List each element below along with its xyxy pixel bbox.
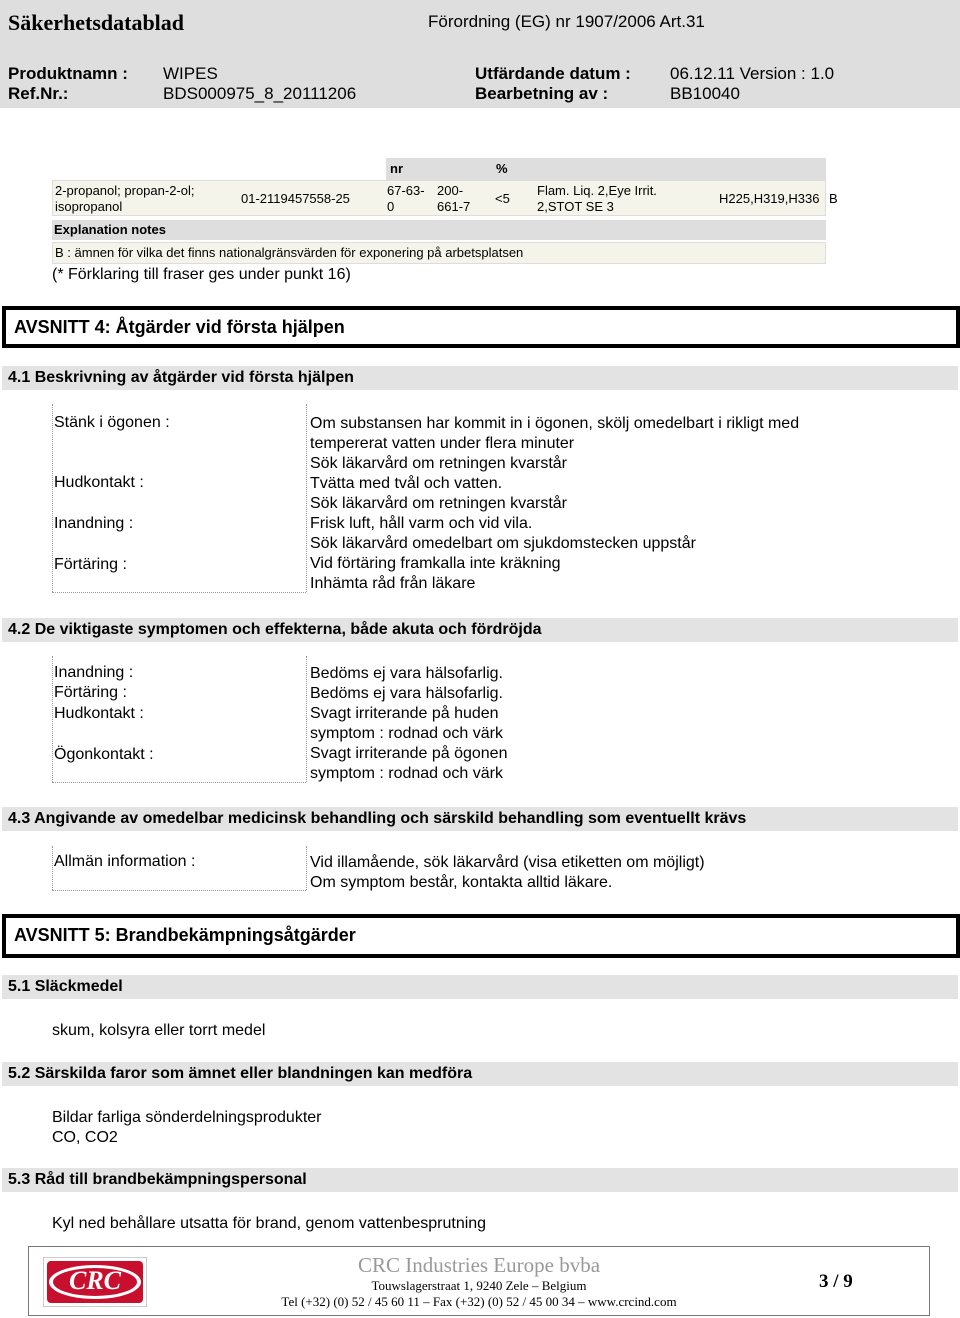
text-line: Om substansen har kommit in i ögonen, skölj omedelbart i rikligt med (310, 415, 800, 432)
text-line: Vid illamående, sök läkarvård (visa etiketten om möjligt) (310, 854, 705, 871)
text-line: Frisk luft, håll varm och vid vila. (310, 515, 533, 532)
text-line: Sök läkarvård om retningen kvarstår (310, 455, 567, 472)
page-number: 3 / 9 (819, 1271, 853, 1292)
text-line: Svagt irriterande på huden (310, 705, 499, 722)
label-column-border (52, 404, 53, 592)
percentage-value: <5 (495, 191, 510, 206)
registration-number: 01-2119457558-25 (241, 191, 350, 206)
product-name-label: Produktnamn : (8, 64, 128, 83)
company-address: Touwslagerstraat 1, 9240 Zele – Belgium (371, 1278, 587, 1293)
text-line: Inhämta råd från läkare (310, 575, 476, 592)
special-hazards-text (52, 1108, 322, 1148)
symptoms-text (310, 664, 507, 784)
label-column-border (306, 656, 307, 782)
explanation-notes-header (52, 220, 826, 240)
classification: Flam. Liq. 2,Eye Irrit. 2,STOT SE 3 (537, 183, 657, 214)
header-band (0, 0, 960, 108)
subsection-4-1-title: 4.1 Beskrivning av åtgärder vid första hjälpen (8, 369, 354, 386)
skin-contact-label: Hudkontakt : (54, 705, 144, 722)
text-line: tempererat vatten under flera minuter (310, 435, 575, 452)
text-line: symptom : rodnad och värk (310, 725, 503, 742)
subsection-4-2-title: 4.2 De viktigaste symptomen och effekterna, både akuta och fördröjda (8, 621, 542, 638)
text-line: Sök läkarvård omedelbart om sjukdomstecken uppstår (310, 535, 696, 552)
h-statements: H225,H319,H336 (719, 191, 820, 206)
subsection-5-2-band (2, 1062, 958, 1086)
section-4-title: AVSNITT 4: Åtgärder vid första hjälpen (14, 317, 345, 337)
footer-box (28, 1246, 930, 1316)
text-line: Bildar farliga sönderdelningsprodukter (52, 1109, 322, 1126)
document-title: Säkerhetsdatablad (8, 10, 185, 35)
edited-by-value: BB10040 (670, 84, 740, 103)
text-line: Vid förtäring framkalla inte kräkning (310, 555, 561, 572)
table-header-row (386, 158, 826, 180)
substance-name: 2-propanol; propan-2-ol; isopropanol (55, 183, 195, 214)
column-header-percent: % (496, 161, 508, 176)
label-column-border (306, 846, 307, 890)
ref-number-value: BDS000975_8_20111206 (163, 84, 357, 103)
ingestion-label: Förtäring : (54, 684, 127, 701)
subsection-4-3-title: 4.3 Angivande av omedelbar medicinsk behandling och särskild behandling som eventuellt krävs (8, 810, 747, 827)
subsection-5-3-band (2, 1168, 958, 1192)
skin-contact-label: Hudkontakt : (54, 474, 144, 491)
text-line: Om symptom består, kontakta alltid läkare. (310, 874, 613, 891)
general-information-label: Allmän information : (54, 853, 196, 870)
note-code: B (829, 191, 838, 206)
section-4-header (2, 306, 960, 348)
issue-date-value: 06.12.11 Version : 1.0 (670, 64, 835, 83)
edited-by-label: Bearbetning av : (475, 84, 609, 103)
extinguishing-media-text: skum, kolsyra eller torrt medel (52, 1022, 266, 1039)
ref-number-label: Ref.Nr.: (8, 84, 69, 103)
subsection-4-2-band (2, 618, 958, 642)
subsection-5-3-title: 5.3 Råd till brandbekämpningspersonal (8, 1171, 307, 1188)
section-5-title: AVSNITT 5: Brandbekämpningsåtgärder (14, 925, 356, 945)
label-column-border (306, 404, 307, 592)
column-header-nr: nr (390, 161, 403, 176)
text-line: Bedöms ej vara hälsofarlig. (310, 685, 503, 702)
regulation-reference: Förordning (EG) nr 1907/2006 Art.31 (428, 12, 705, 31)
composition-table (52, 158, 838, 266)
firefighter-advice-text: Kyl ned behållare utsatta för brand, genom vattenbesprutning (52, 1215, 487, 1232)
logo-text: CRC (68, 1266, 122, 1295)
medical-treatment-text (310, 853, 705, 893)
label-column-border (52, 846, 53, 890)
product-name-value: WIPES (163, 64, 218, 83)
subsection-5-2-title: 5.2 Särskilda faror som ämnet eller blandningen kan medföra (8, 1065, 473, 1082)
eye-contact-label: Ögonkontakt : (54, 746, 154, 763)
subsection-5-1-title: 5.1 Släckmedel (8, 978, 123, 995)
text-line: Tvätta med tvål och vatten. (310, 475, 503, 492)
text-line: Svagt irriterande på ögonen (310, 745, 508, 762)
text-line: CO, CO2 (52, 1129, 118, 1146)
inhalation-label: Inandning : (54, 664, 134, 681)
text-line: Sök läkarvård om retningen kvarstår (310, 495, 567, 512)
explanation-note-row (52, 242, 826, 264)
text-line: symptom : rodnad och värk (310, 765, 503, 782)
company-name: CRC Industries Europe bvba (357, 1253, 601, 1277)
issue-date-label: Utfärdande datum : (475, 64, 631, 83)
label-column-border (52, 592, 306, 593)
first-aid-text (310, 414, 799, 594)
company-contact: Tel (+32) (0) 52 / 45 60 11 – Fax (+32) (0) 52 / 45 00 34 – www.crcind.com (281, 1294, 677, 1309)
inhalation-label: Inandning : (54, 515, 134, 532)
table-row (52, 180, 838, 216)
cas-number: 67-63-0 (387, 183, 425, 214)
label-column-border (52, 656, 53, 782)
subsection-5-1-band (2, 975, 958, 999)
text-line: Bedöms ej vara hälsofarlig. (310, 665, 503, 682)
label-column-border (52, 890, 306, 891)
explanation-notes-title: Explanation notes (54, 222, 166, 237)
subsection-4-3-band (2, 807, 958, 831)
section-5-header (2, 914, 960, 958)
explanation-note-b: B : ämnen för vilka det finns nationalgränsvärden för exponering på arbetsplatsen (55, 245, 524, 260)
ec-number: 200-661-7 (437, 183, 471, 214)
subsection-4-1-band (2, 366, 958, 390)
footnote: (* Förklaring till fraser ges under punkt 16) (52, 266, 351, 283)
eye-contact-label: Stänk i ögonen : (54, 414, 170, 431)
crc-logo (43, 1257, 147, 1307)
ingestion-label: Förtäring : (54, 556, 127, 573)
label-column-border (52, 782, 306, 783)
